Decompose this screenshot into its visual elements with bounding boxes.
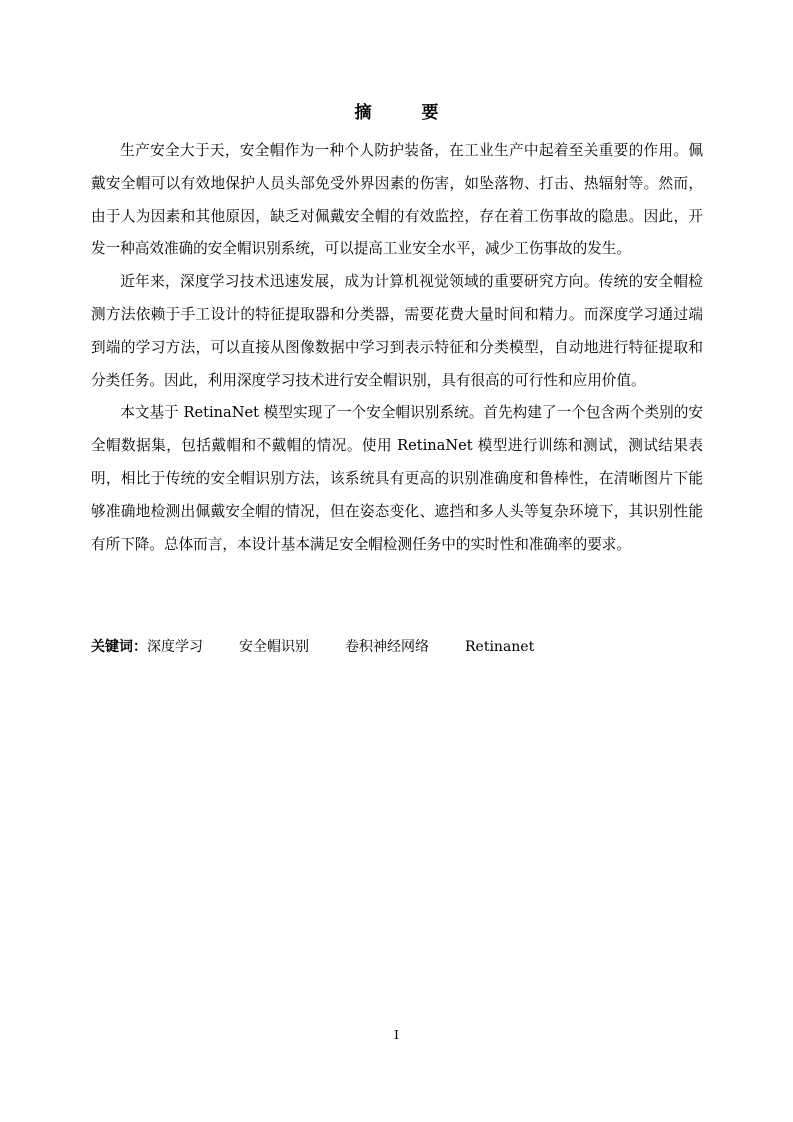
- keywords-line: [91, 636, 703, 658]
- keywords-label: 关键词：: [91, 639, 147, 655]
- keyword-item: Retinanet: [465, 639, 535, 655]
- title-char-2: 要: [421, 103, 439, 123]
- keyword-item: 安全帽识别: [239, 639, 309, 655]
- title-char-1: 摘: [354, 103, 372, 123]
- keyword-item: 深度学习: [147, 639, 203, 655]
- abstract-paragraph-3: 本文基于 RetinaNet 模型实现了一个安全帽识别系统。首先构建了一个包含两个类别的安全帽数据集，包括戴帽和不戴帽的情况。使用 RetinaNet 模型进行训练和测试，测试结果表明，相比于传统的安全帽识别方法，该系统具有更高的识别准确度和鲁棒性，在清晰图片下能够准确地检测出佩戴安全帽的情况，但在姿态变化、遮挡和多人头等复杂环境下，其识别性能有所下降。总体而言，本设计基本满足安全帽检测任务中的实时性和准确率的要求。: [91, 404, 703, 553]
- abstract-body: [91, 135, 703, 561]
- abstract-paragraph-2: 近年来，深度学习技术迅速发展，成为计算机视觉领域的重要研究方向。传统的安全帽检测方法依赖于手工设计的特征提取器和分类器，需要花费大量时间和精力。而深度学习通过端到端的学习方法，可以直接从图像数据中学习到表示特征和分类模型，自动地进行特征提取和分类任务。因此，利用深度学习技术进行安全帽识别，具有很高的可行性和应用价值。: [91, 273, 703, 389]
- page-number: I: [394, 1028, 399, 1042]
- abstract-title: [0, 98, 793, 123]
- abstract-paragraph-1: 生产安全大于天，安全帽作为一种个人防护装备，在工业生产中起着至关重要的作用。佩戴安全帽可以有效地保护人员头部免受外界因素的伤害，如坠落物、打击、热辐射等。然而，由于人为因素和其他原因，缺乏对佩戴安全帽的有效监控，存在着工伤事故的隐患。因此，开发一种高效准确的安全帽识别系统，可以提高工业安全水平，减少工伤事故的发生。: [91, 142, 703, 258]
- keyword-item: 卷积神经网络: [345, 639, 429, 655]
